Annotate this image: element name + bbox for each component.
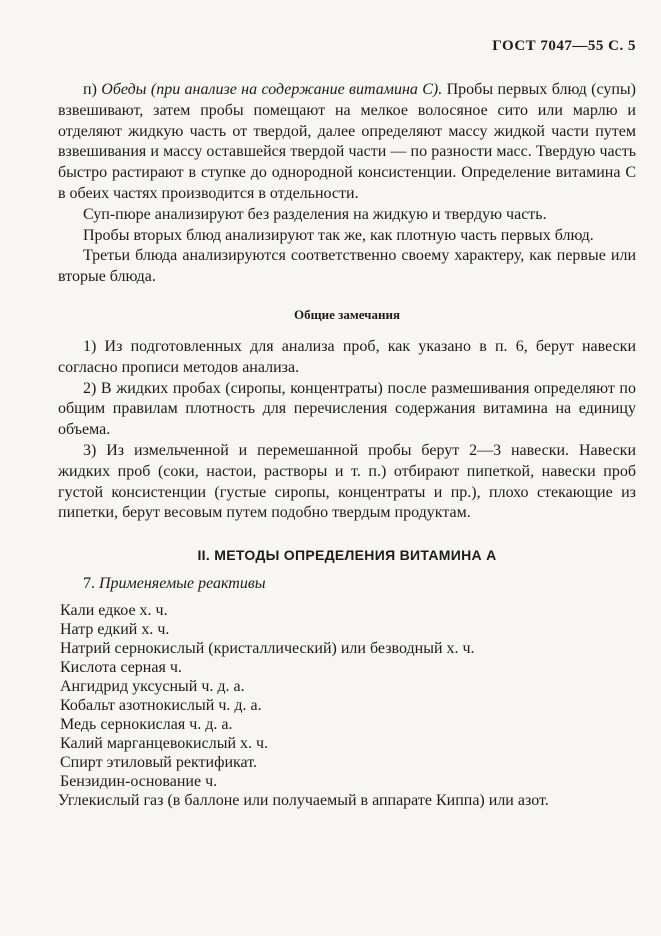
reagent-item: Кобальт азотнокислый ч. д. а. <box>60 696 262 714</box>
item-body: Пробы первых блюд (супы) взвешивают, затем пробы помещают на мелкое волосяное сито или марлю и отделяют жидкую часть от твердой, далее определяют массу жидкой части путем взвешивания и массу оставшейся твердой части — по разности масс. Твердую часть быстро растирают в ступке до однородной консистенции. Определение витамина С в обеих частях производится в отдельности. <box>58 81 637 202</box>
running-header: ГОСТ 7047—55 С. 5 <box>492 38 636 54</box>
paragraph-p-obedy <box>58 80 636 205</box>
section-heading-vitamin-a: II. МЕТОДЫ ОПРЕДЕЛЕНИЯ ВИТАМИНА А <box>197 547 497 564</box>
reagent-item: Ангидрид уксусный ч. д. а. <box>60 677 245 695</box>
reagent-item: Калий марганцевокислый х. ч. <box>60 734 269 752</box>
reagent-item: Спирт этиловый ректификат. <box>60 753 258 771</box>
general-remark-1: 1) Из подготовленных для анализа проб, как указано в п. 6, берут навески согласно прописи методов анализа. <box>58 337 636 376</box>
item-title: Обеды (при анализе на содержание витамина С). <box>101 81 443 98</box>
reagent-item: Кислота серная ч. <box>60 658 182 676</box>
reagent-item: Бензидин-основание ч. <box>60 772 218 790</box>
reagent-item: Медь сернокислая ч. д. а. <box>60 715 233 733</box>
reagent-list <box>58 601 636 810</box>
general-remark-3: 3) Из измельченной и перемешанной пробы берут 2—3 навески. Навески жидких проб (соки, настои, растворы и т. п.) отбирают пипеткой, навески проб густой консистенции (густые сиропы, концентраты и пр.), плохо стекающие из пипетки, берут весовым путем подобно твердым продуктам. <box>58 441 636 522</box>
reagent-item: Углекислый газ (в баллоне или получаемый в аппарате Киппа) или азот. <box>58 791 549 809</box>
item-label: п) <box>83 81 97 98</box>
paragraph-soup-puree: Суп-пюре анализируют без разделения на жидкую и твердую часть. <box>83 205 547 223</box>
subsection-heading <box>58 574 636 595</box>
document-page <box>58 38 636 918</box>
reagent-item: Натрий сернокислый (кристаллический) или безводный х. ч. <box>60 639 475 657</box>
general-remark-2: 2) В жидких пробах (сиропы, концентраты) после размешивания определяют по общим правилам плотность для перечисления содержания витамина на единицу объема. <box>58 379 636 439</box>
paragraph-third-courses: Третьи блюда анализируются соответственно своему характеру, как первые или вторые блюда. <box>58 247 636 286</box>
subsection-number: 7. <box>83 575 95 593</box>
reagent-item: Натр едкий х. ч. <box>60 620 170 638</box>
subsection-title: Применяемые реактивы <box>99 575 266 593</box>
reagent-item: Кали едкое х. ч. <box>60 601 168 619</box>
paragraph-second-courses: Пробы вторых блюд анализируют так же, как плотную часть первых блюд. <box>83 226 594 244</box>
general-remarks-heading: Общие замечания <box>294 306 400 322</box>
